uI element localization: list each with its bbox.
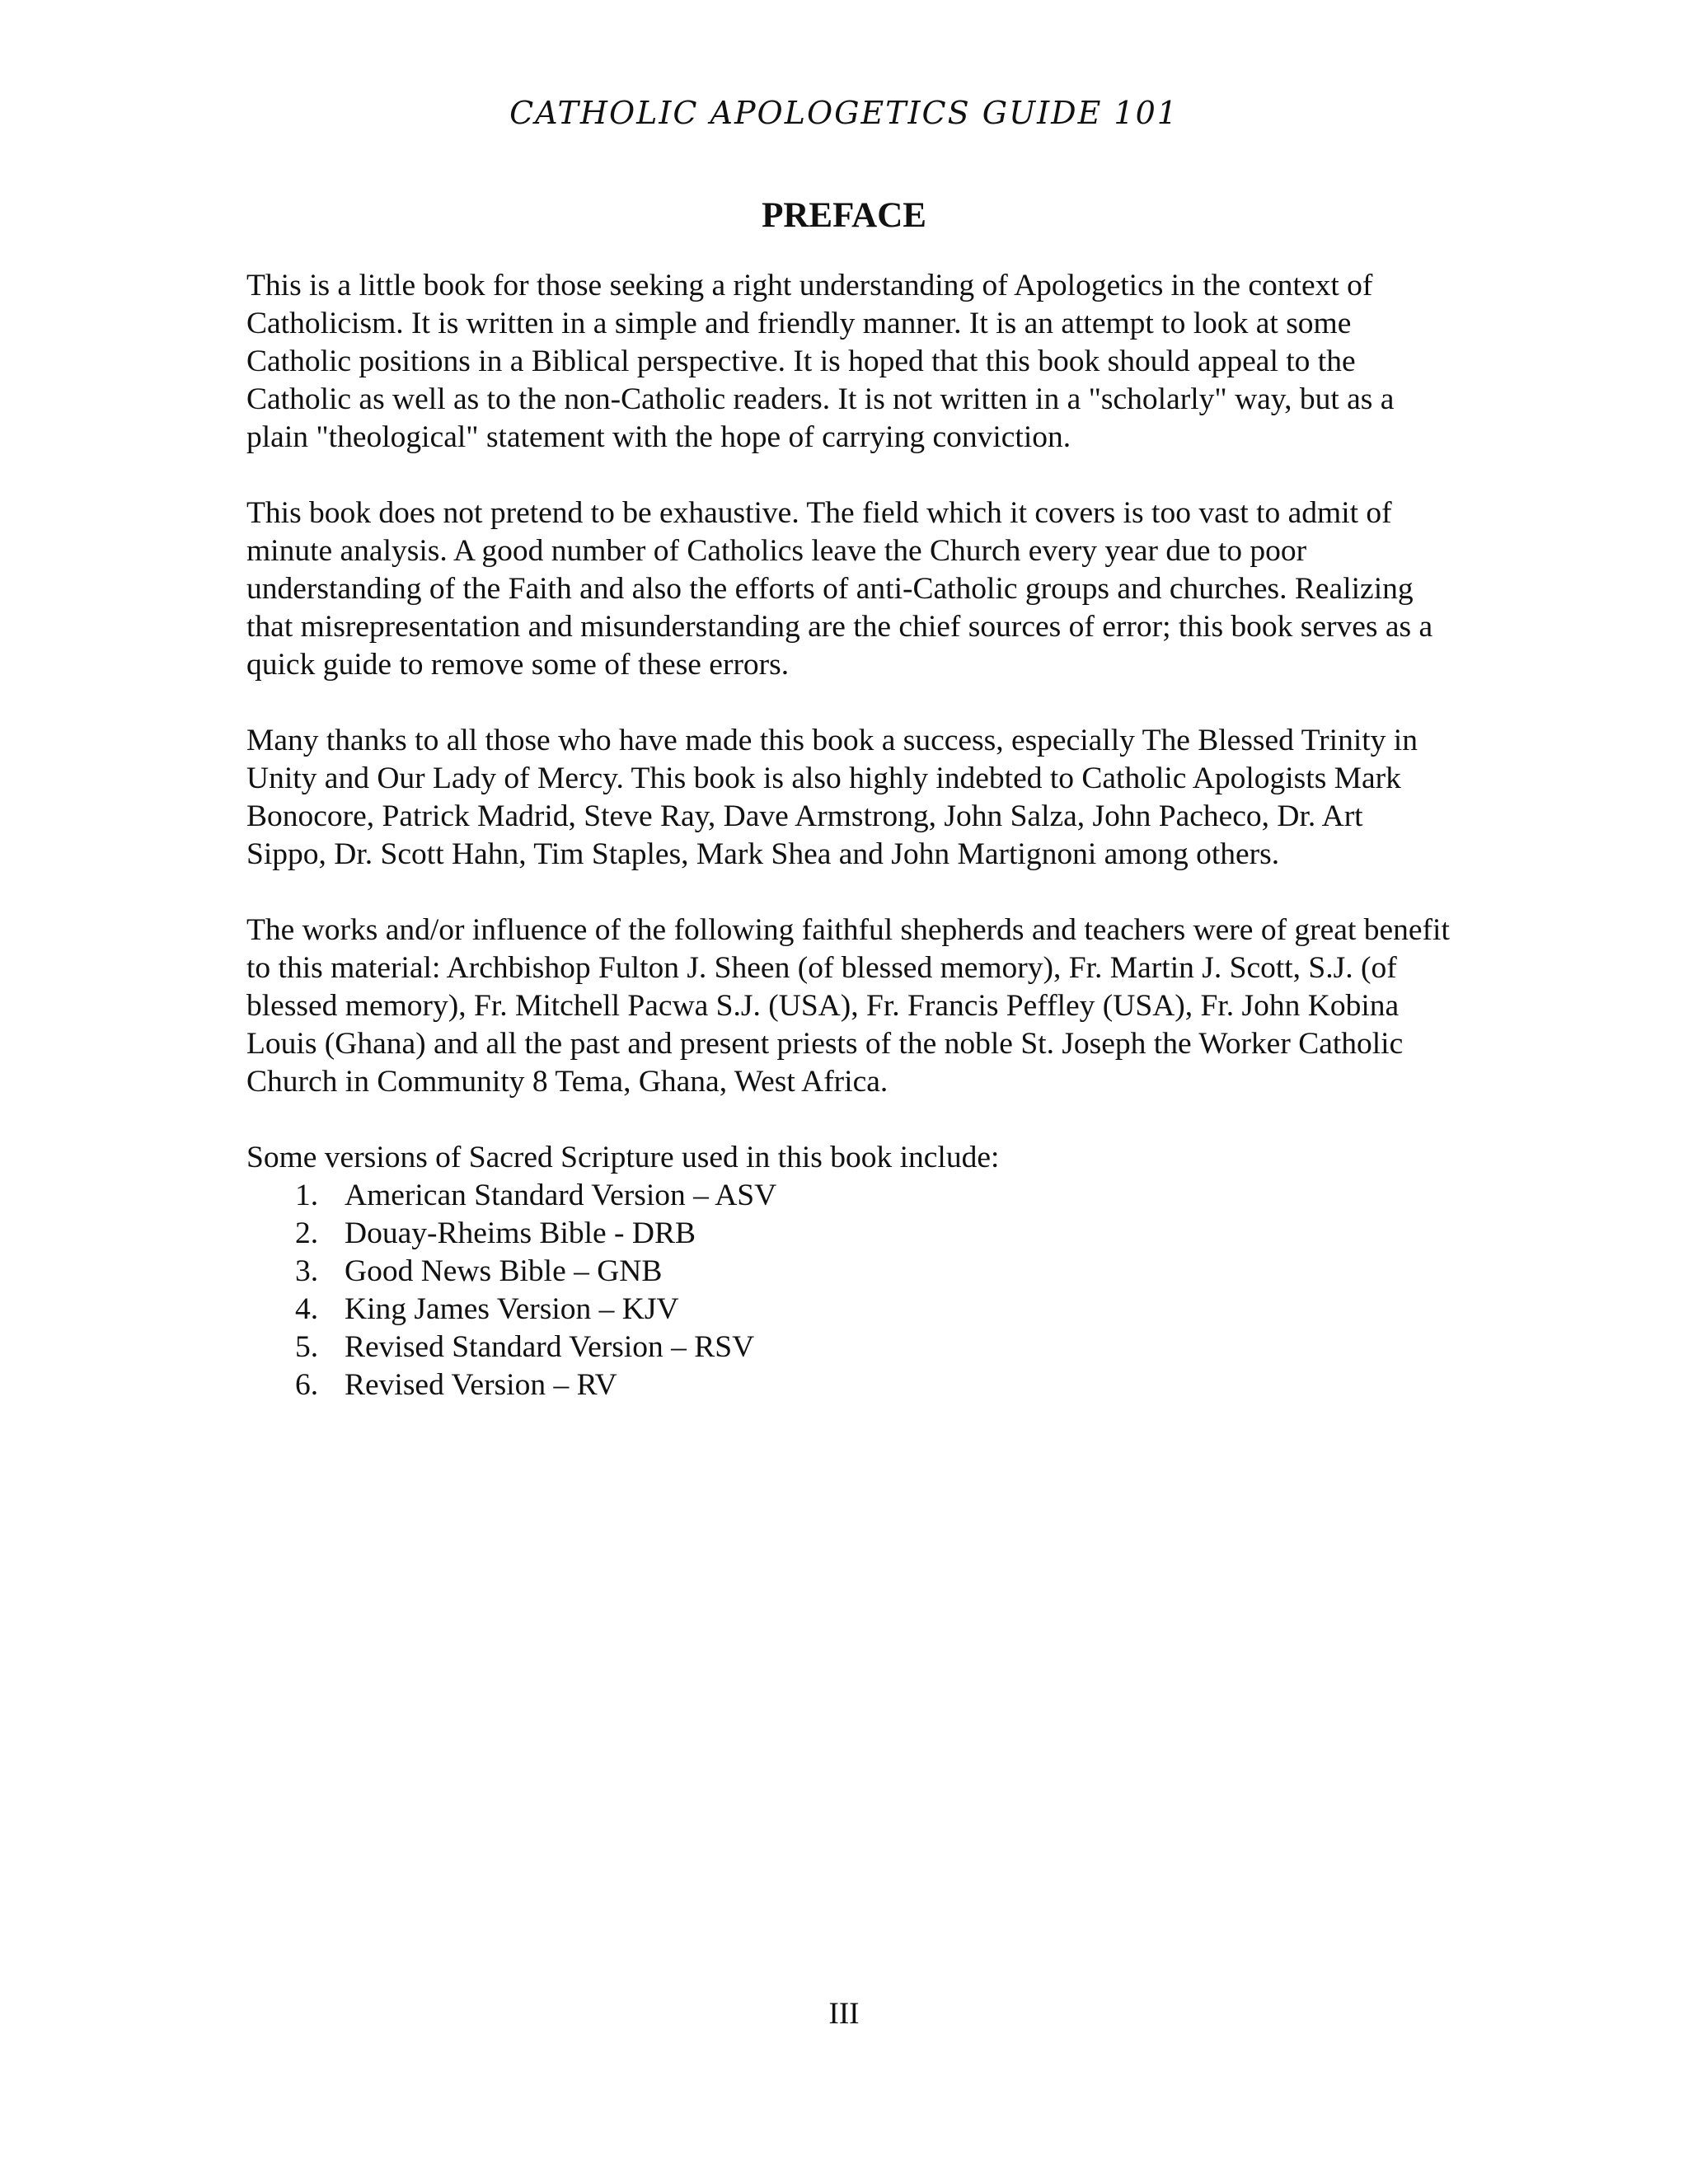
paragraph-scope: This book does not pretend to be exhaustive. The field which it covers is too vast to admit of minute analysis. A good number of Catholics leave the Church every year due to poor understanding of the Faith and also the efforts of anti-Catholic groups and churches. Realizing that misrepresentation and misunderstanding are the chief sources of error; this book serves as a quick guide to remove some of these errors. — [246, 496, 1433, 682]
list-item-text: Good News Bible – GNB — [345, 1254, 663, 1288]
list-item — [295, 1253, 1450, 1291]
list-item-number: 3. — [295, 1254, 319, 1288]
list-item-text: American Standard Version – ASV — [345, 1179, 777, 1212]
paragraph-intro: This is a little book for those seeking a right understanding of Apologetics in the context of Catholicism. It is written in a simple and friendly manner. It is an attempt to look at some Catholic positions in a Biblical perspective. It is hoped that this book should appeal to the Catholic as well as to the non-Catholic readers. It is not written in a "scholarly" way, but as a plain "theological" statement with the hope of carrying conviction. — [246, 269, 1395, 454]
versions-list — [246, 1177, 1450, 1404]
list-item — [295, 1329, 1450, 1366]
list-item-number: 5. — [295, 1330, 319, 1364]
versions-intro: Some versions of Sacred Scripture used in this book include: — [246, 1141, 1000, 1174]
list-item-text: Revised Version – RV — [345, 1368, 617, 1402]
list-item-text: Douay-Rheims Bible - DRB — [345, 1216, 696, 1250]
list-item-number: 1. — [295, 1179, 319, 1212]
page-number: III — [828, 1997, 860, 2031]
list-item-text: Revised Standard Version – RSV — [345, 1330, 755, 1364]
page-title: PREFACE — [762, 196, 926, 235]
list-item — [295, 1366, 1450, 1404]
list-item — [295, 1291, 1450, 1329]
paragraph-influences: The works and/or influence of the following faithful shepherds and teachers were of great benefit to this material: Archbishop Fulton J. Sheen (of blessed memory), Fr. Martin J. Scott, S.J. (of blessed memory), Fr. Mitchell Pacwa S.J. (USA), Fr. Francis Peffley (USA), Fr. John Kobina Louis (Ghana) and all the past and present priests of the noble St. Joseph the Worker Catholic Church in Community 8 Tema, Ghana, West Africa. — [246, 913, 1450, 1099]
list-item — [295, 1177, 1450, 1215]
list-item — [295, 1215, 1450, 1253]
list-item-number: 6. — [295, 1368, 319, 1402]
body-text — [246, 267, 1450, 1404]
paragraph-thanks: Many thanks to all those who have made this book a success, especially The Blessed Trinity in Unity and Our Lady of Mercy. This book is also highly indebted to Catholic Apologists Mark Bonocore, Patrick Madrid, Steve Ray, Dave Armstrong, John Salza, John Pacheco, Dr. Art Sippo, Dr. Scott Hahn, Tim Staples, Mark Shea and John Martignoni among others. — [246, 724, 1418, 871]
list-item-number: 2. — [295, 1216, 319, 1250]
list-item-number: 4. — [295, 1292, 319, 1326]
running-header: CATHOLIC APOLOGETICS GUIDE 101 — [509, 95, 1179, 131]
list-item-text: King James Version – KJV — [345, 1292, 679, 1326]
